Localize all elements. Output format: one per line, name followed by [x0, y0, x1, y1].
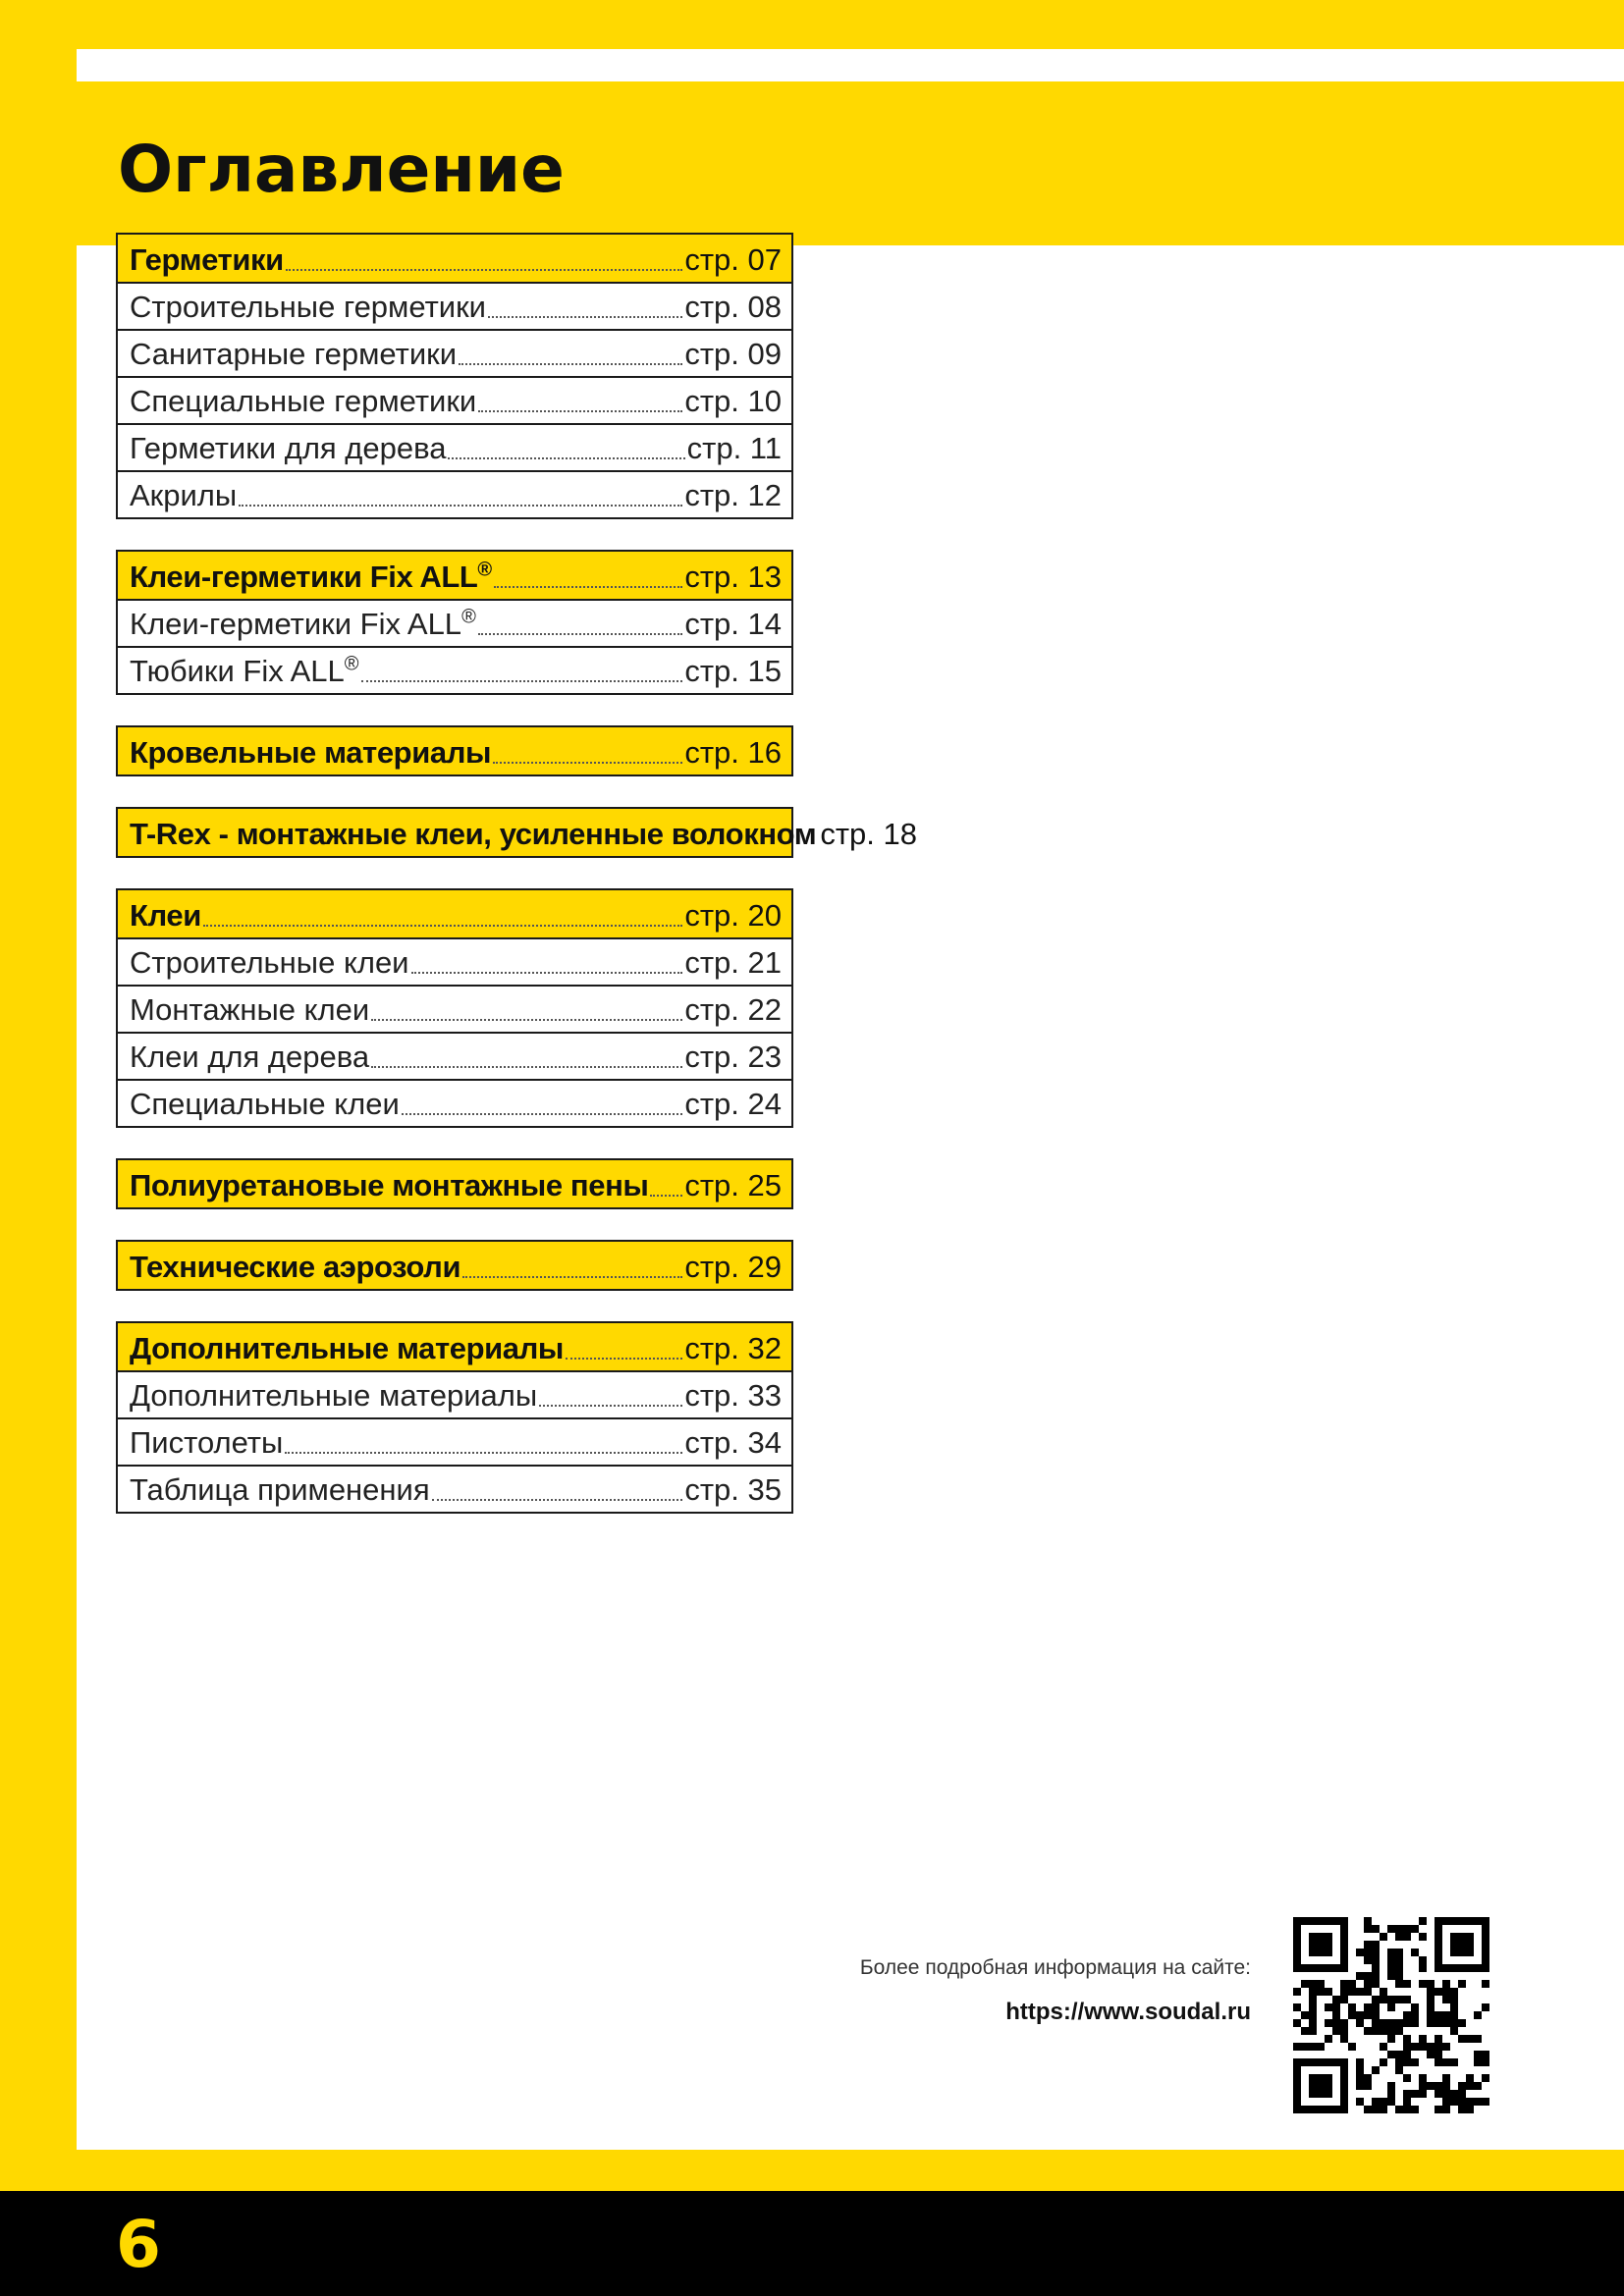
- dot-leader: [539, 1405, 682, 1407]
- page-sheet: [77, 49, 1624, 2150]
- toc-entry-label: Пистолеты: [130, 1425, 284, 1460]
- toc-group: [116, 550, 793, 695]
- toc-entry-label: Монтажные клеи: [130, 992, 370, 1027]
- toc-entry-label: Санитарные герметики: [130, 337, 458, 371]
- toc-page-ref: стр. 09: [684, 337, 782, 371]
- toc-section-row[interactable]: [118, 1242, 791, 1289]
- toc-entry-label: Технические аэрозоли: [130, 1250, 461, 1284]
- toc-entry-label: Клеи-герметики Fix ALL®: [130, 606, 476, 641]
- dot-leader: [493, 762, 682, 764]
- toc-page-ref: стр. 11: [686, 431, 782, 465]
- dot-leader: [650, 1195, 682, 1197]
- toc-section-row[interactable]: [118, 890, 791, 937]
- toc-entry-label: Дополнительные материалы: [130, 1331, 564, 1365]
- toc-page-ref: стр. 33: [684, 1378, 782, 1413]
- toc-page-ref: стр. 34: [684, 1425, 782, 1460]
- toc-page-ref: стр. 16: [684, 735, 782, 770]
- toc-section-row[interactable]: [118, 809, 917, 856]
- toc-page-ref: стр. 21: [684, 945, 782, 980]
- registered-mark: ®: [461, 606, 476, 628]
- toc-section-row[interactable]: [118, 727, 791, 774]
- dot-leader: [459, 363, 682, 365]
- toc-entry-row[interactable]: [118, 329, 791, 376]
- dot-leader: [448, 457, 684, 459]
- toc-entry-label: Акрилы: [130, 478, 238, 512]
- dot-leader: [478, 633, 683, 635]
- toc-entry-label: Специальные герметики: [130, 384, 477, 418]
- toc-entry-row[interactable]: [118, 985, 791, 1032]
- toc-page-ref: стр. 25: [684, 1168, 782, 1202]
- title-band: [77, 81, 1624, 245]
- toc-entry-label: Строительные герметики: [130, 290, 486, 324]
- website-link[interactable]: https://www.soudal.ru: [1005, 1999, 1251, 2025]
- toc-group: [116, 1158, 793, 1209]
- toc-page-ref: стр. 14: [684, 607, 782, 641]
- dot-leader: [361, 680, 683, 682]
- dot-leader: [371, 1066, 682, 1068]
- toc-page-ref: стр. 22: [684, 992, 782, 1027]
- toc-entry-row[interactable]: [118, 646, 791, 693]
- dot-leader: [203, 925, 682, 927]
- toc-entry-label: Строительные клеи: [130, 945, 409, 980]
- more-info-text: Более подробная информация на сайте:: [859, 1956, 1251, 1979]
- registered-mark: ®: [344, 653, 359, 675]
- toc-entry-label: Клеи-герметики Fix ALL®: [130, 559, 492, 594]
- toc-page-ref: стр. 29: [684, 1250, 782, 1284]
- toc-entry-row[interactable]: [118, 282, 791, 329]
- footer-bar: [0, 2191, 1624, 2296]
- toc-group: [116, 233, 793, 519]
- toc-section-row[interactable]: [118, 1160, 791, 1207]
- dot-leader: [371, 1019, 682, 1021]
- dot-leader: [566, 1358, 682, 1360]
- toc-entry-label: Таблица применения: [130, 1472, 430, 1507]
- dot-leader: [478, 410, 682, 412]
- toc-entry-label: Кровельные материалы: [130, 735, 492, 770]
- toc-page-ref: стр. 13: [684, 560, 782, 594]
- toc-page-ref: стр. 23: [684, 1040, 782, 1074]
- dot-leader: [432, 1499, 683, 1501]
- toc-section-row[interactable]: [118, 235, 791, 282]
- toc-entry-row[interactable]: [118, 1079, 791, 1126]
- qr-code-icon[interactable]: [1293, 1917, 1489, 2113]
- toc-entry-row[interactable]: [118, 1417, 791, 1465]
- toc-entry-label: Специальные клеи: [130, 1087, 400, 1121]
- toc-page-ref: стр. 24: [684, 1087, 782, 1121]
- toc-page-ref: стр. 07: [684, 242, 782, 277]
- dot-leader: [462, 1276, 682, 1278]
- toc-group: [116, 1240, 793, 1291]
- toc-entry-row[interactable]: [118, 376, 791, 423]
- toc-group: [116, 725, 793, 776]
- toc-entry-label: Полиуретановые монтажные пены: [130, 1168, 649, 1202]
- dot-leader: [411, 972, 683, 974]
- dot-leader: [402, 1113, 683, 1115]
- toc-entry-label: Герметики для дерева: [130, 431, 447, 465]
- toc-entry-label: T-Rex - монтажные клеи, усиленные волокном: [130, 817, 817, 851]
- toc-entry-label: Клеи для дерева: [130, 1040, 370, 1074]
- page-title: Оглавление: [118, 132, 565, 207]
- toc-group: [116, 888, 793, 1128]
- toc-page-ref: стр. 32: [684, 1331, 782, 1365]
- toc-group: [116, 1321, 793, 1514]
- toc-entry-row[interactable]: [118, 1032, 791, 1079]
- registered-mark: ®: [477, 559, 492, 581]
- toc-page-ref: стр. 15: [684, 654, 782, 688]
- toc-group: [116, 807, 917, 858]
- toc-page-ref: стр. 12: [684, 478, 782, 512]
- toc-entry-row[interactable]: [118, 1370, 791, 1417]
- toc-page-ref: стр. 20: [684, 898, 782, 933]
- toc-entry-label: Дополнительные материалы: [130, 1378, 538, 1413]
- toc-entry-label: Тюбики Fix ALL®: [130, 653, 359, 688]
- footer-note: [860, 1953, 1251, 2036]
- toc-entry-row[interactable]: [118, 1465, 791, 1512]
- dot-leader: [239, 505, 682, 507]
- toc-section-row[interactable]: [118, 552, 791, 599]
- table-of-contents: [116, 233, 917, 1544]
- toc-entry-label: Клеи: [130, 898, 201, 933]
- toc-page-ref: стр. 18: [820, 817, 917, 851]
- toc-section-row[interactable]: [118, 1323, 791, 1370]
- dot-leader: [285, 1452, 682, 1454]
- dot-leader: [488, 316, 682, 318]
- toc-entry-row[interactable]: [118, 470, 791, 517]
- toc-entry-label: Герметики: [130, 242, 284, 277]
- toc-entry-row[interactable]: [118, 599, 791, 646]
- toc-page-ref: стр. 10: [684, 384, 782, 418]
- toc-entry-row[interactable]: [118, 937, 791, 985]
- dot-leader: [494, 586, 683, 588]
- toc-page-ref: стр. 08: [684, 290, 782, 324]
- toc-page-ref: стр. 35: [684, 1472, 782, 1507]
- dot-leader: [286, 269, 683, 271]
- toc-entry-row[interactable]: [118, 423, 791, 470]
- page-number: 6: [116, 2207, 161, 2282]
